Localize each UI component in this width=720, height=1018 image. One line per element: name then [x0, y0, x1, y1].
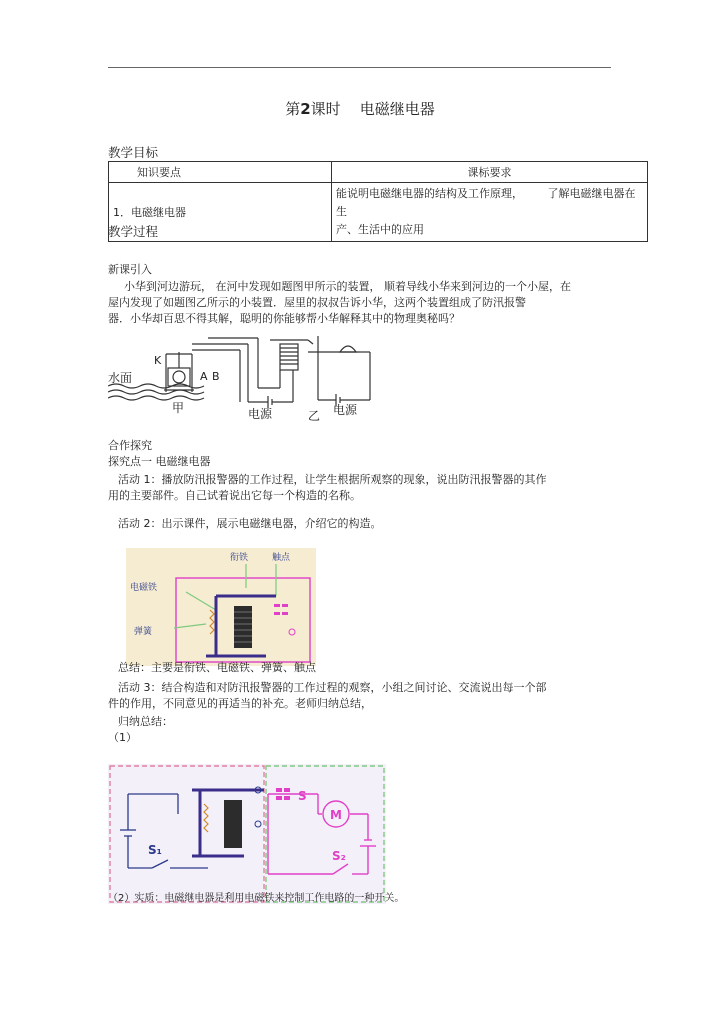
svg-text:A: A [200, 370, 208, 383]
svg-text:电源: 电源 [333, 403, 358, 417]
activity-1-line-2: 用的主要部件。自己试着说出它每一个构造的名称。 [108, 489, 361, 502]
row-knowledge-point: 1．电磁继电器 [109, 183, 332, 242]
svg-text:K: K [154, 354, 162, 367]
intro-heading: 新课引入 [108, 263, 152, 276]
flood-alarm-figure [108, 330, 378, 422]
svg-text:电磁铁: 电磁铁 [130, 583, 158, 593]
relay-structure-figure [126, 548, 316, 666]
svg-text:乙: 乙 [308, 409, 321, 422]
objectives-table [108, 161, 648, 242]
objectives-heading: 教学目标 [108, 145, 159, 160]
activity-3-line-2: 件的作用，不同意见的再适当的补充。老师归纳总结， [108, 697, 372, 710]
svg-text:S₁: S₁ [148, 843, 162, 857]
svg-text:B: B [212, 370, 220, 383]
process-heading: 教学过程 [108, 224, 159, 239]
svg-text:甲: 甲 [172, 401, 185, 415]
col-header-points: 知识要点 [109, 162, 332, 183]
col-header-requirements: 课标要求 [332, 162, 648, 183]
intro-line-3: 器．小华却百思不得其解，聪明的你能够帮小华解释其中的物理奥秘吗？ [108, 312, 460, 325]
activity-3-line-1: 活动 3：结合构造和对防汛报警器的工作过程的观察，小组之间讨论、交流说出每一个部 [118, 681, 547, 694]
svg-text:衔铁: 衔铁 [230, 553, 249, 563]
header-rule [108, 67, 611, 68]
svg-text:触点: 触点 [272, 553, 291, 563]
activity-1-line-1: 活动 1：播放防汛报警器的工作过程，让学生根据所观察的现象，说出防汛报警器的其作 [118, 473, 547, 486]
svg-text:S: S [298, 789, 307, 803]
page-title: 第2课时 电磁继电器 [285, 100, 435, 118]
explore-heading: 合作探究 [108, 439, 152, 452]
svg-text:M: M [330, 808, 342, 822]
svg-text:电源: 电源 [248, 407, 273, 421]
intro-line-2: 屋内发现了如题图乙所示的小装置．屋里的叔叔告诉小华，这两个装置组成了防汛报警 [108, 296, 526, 309]
item-1: （1） [108, 731, 137, 744]
row-requirement: 能说明电磁继电器的结构及工作原理， 了解电磁继电器在生 产、生活中的应用 [332, 183, 648, 242]
activity-2: 活动 2：出示课件，展示电磁继电器，介绍它的构造。 [118, 517, 382, 530]
intro-line-1: 小华到河边游玩， 在河中发现如题图甲所示的装置， 顺着导线小华来到河边的一个小屋，在 [124, 280, 571, 293]
item-2: （2）实质：电磁继电器是利用电磁铁来控制工作电路的一种开关。 [108, 893, 405, 904]
relay-circuit-figure [108, 764, 386, 904]
svg-text:S₂: S₂ [332, 849, 346, 863]
summary-1: 总结：主要是衔铁、电磁铁、弹簧、触点 [118, 661, 316, 674]
explore-point: 探究点一 电磁继电器 [108, 455, 211, 468]
conclusion-heading: 归纳总结： [118, 715, 173, 728]
svg-text:弹簧: 弹簧 [134, 627, 153, 637]
svg-text:水面: 水面 [108, 371, 133, 385]
